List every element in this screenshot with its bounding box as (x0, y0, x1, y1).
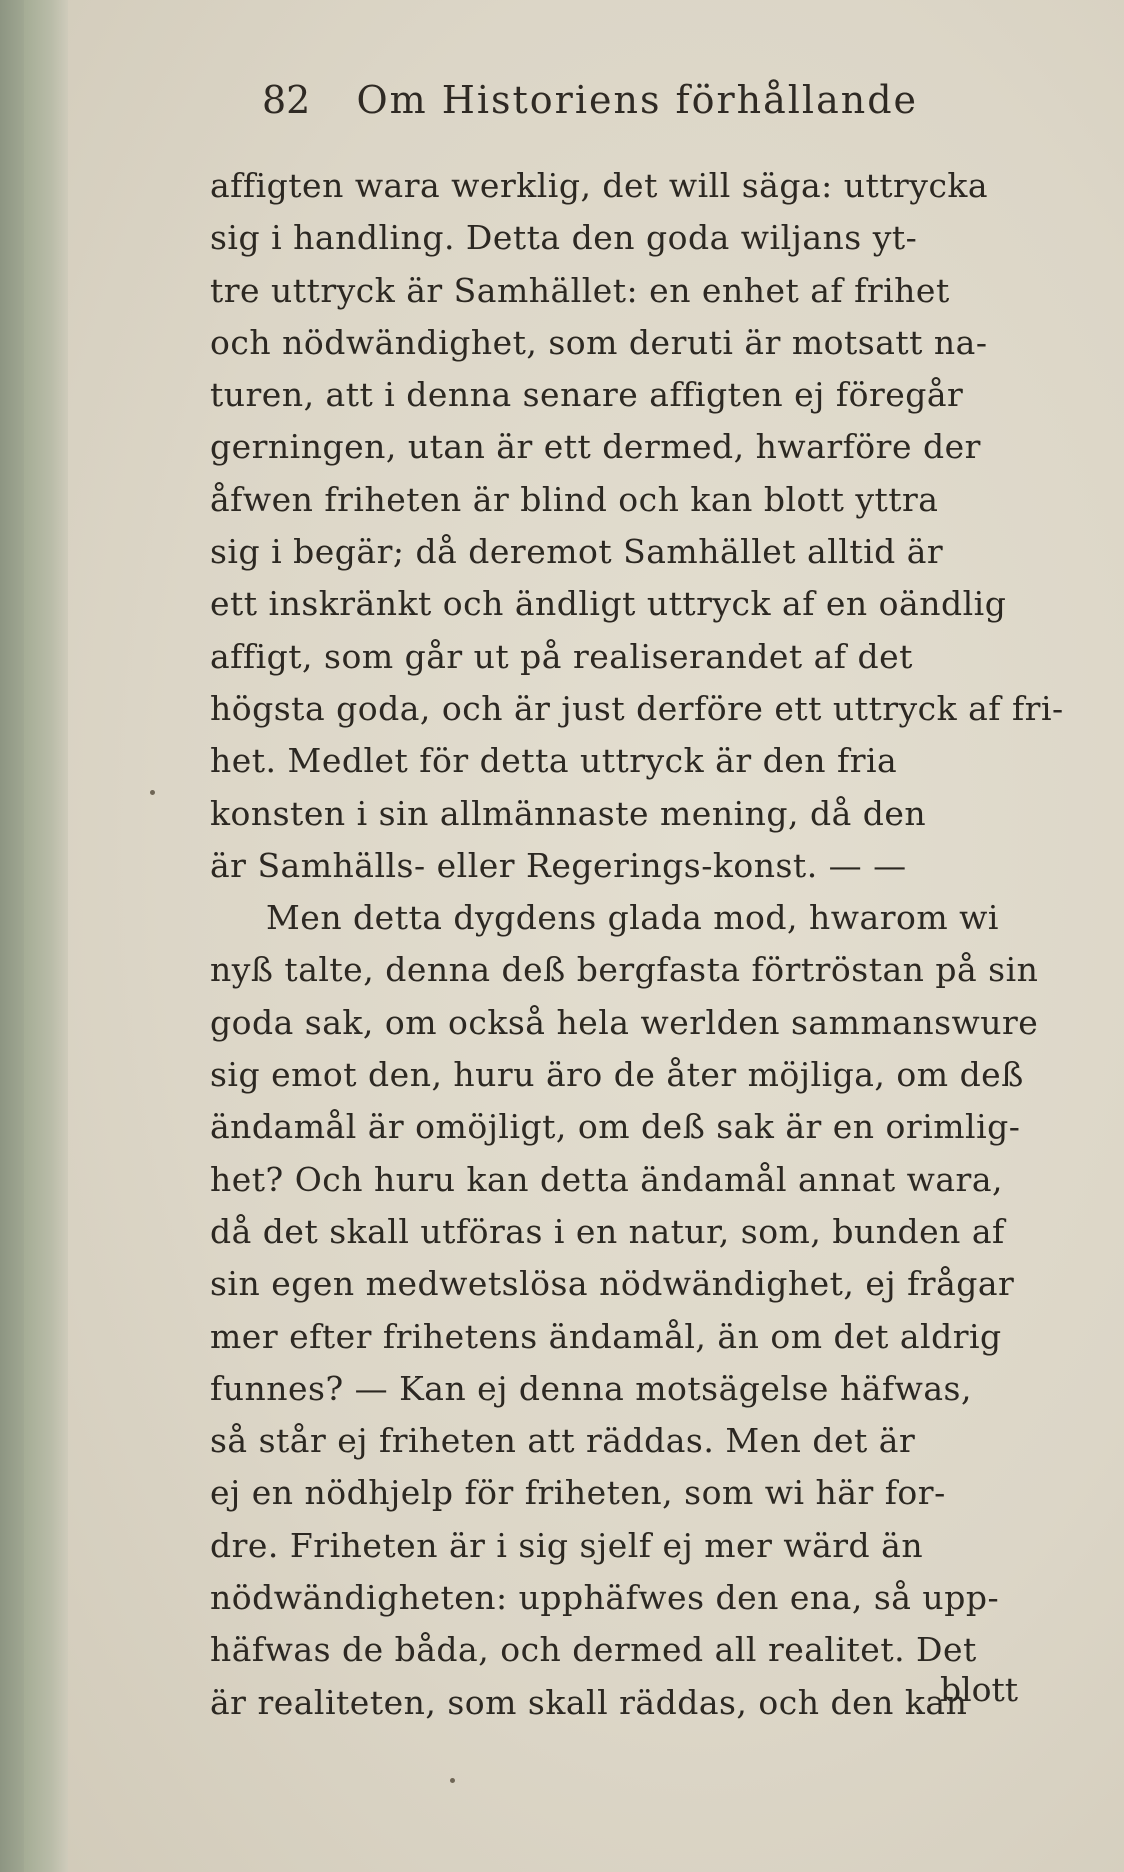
page-header (262, 78, 1022, 138)
page-number: 82 (262, 78, 311, 122)
text-line: ändamål är omöjligt, om deß sak är en orimlig- (210, 1107, 1021, 1147)
text-line: nödwändigheten: upphäfwes den ena, så upp- (210, 1578, 1000, 1618)
running-head: Om Historiens förhållande (356, 78, 919, 122)
text-line: ej en nödhjelp för friheten, som wi här for- (210, 1473, 946, 1513)
text-line: gerningen, utan är ett dermed, hwarföre der (210, 427, 981, 467)
text-line: ett inskränkt och ändligt uttryck af en oändlig (210, 584, 1007, 624)
text-line: sig emot den, huru äro de åter möjliga, om deß (210, 1055, 1024, 1095)
text-line: mer efter frihetens ändamål, än om det aldrig (210, 1316, 1002, 1356)
paper-speck (450, 1778, 455, 1783)
text-line: dre. Friheten är i sig sjelf ej mer wärd än (210, 1525, 924, 1565)
text-line: konsten i sin allmännaste mening, då den (210, 793, 927, 833)
text-line: är Samhälls- eller Regerings-konst. — — (210, 845, 907, 885)
text-line: het? Och huru kan detta ändamål annat wara, (210, 1159, 1003, 1199)
book-binding (0, 0, 68, 1872)
paper-speck (150, 790, 155, 795)
text-line: nyß talte, denna deß bergfasta förtröstan på sin (210, 950, 1039, 990)
text-line: tre uttryck är Samhället: en enhet af frihet (210, 270, 950, 310)
text-line: häfwas de båda, och dermed all realitet. Det (210, 1630, 977, 1670)
text-line: är realiteten, som skall räddas, och den kan (210, 1682, 968, 1722)
catchword: blott (940, 1670, 1019, 1709)
text-line: het. Medlet för detta uttryck är den fria (210, 741, 898, 781)
text-line: sin egen medwetslösa nödwändighet, ej frågar (210, 1264, 1015, 1304)
binding-edge (0, 0, 24, 1872)
text-line: sig i begär; då deremot Samhället alltid är (210, 532, 944, 572)
text-line: affigten wara werklig, det will säga: uttrycka (210, 166, 989, 205)
paragraph-start-line: Men detta dygdens glada mod, hwarom wi (266, 898, 999, 938)
text-line: goda sak, om också hela werlden sammanswure (210, 1002, 1039, 1042)
text-line: då det skall utföras i en natur, som, bunden af (210, 1211, 1005, 1251)
text-line: sig i handling. Detta den goda wiljans yt- (210, 218, 918, 258)
text-line: affigt, som går ut på realiserandet af det (210, 636, 913, 676)
body-text (210, 160, 1080, 1729)
text-line: och nödwändighet, som deruti är motsatt na- (210, 322, 988, 362)
text-line: åfwen friheten är blind och kan blott yttra (210, 479, 939, 519)
text-line: högsta goda, och är just derföre ett uttryck af fri- (210, 688, 1064, 728)
text-line: så står ej friheten att räddas. Men det är (210, 1421, 916, 1461)
text-line: funnes? — Kan ej denna motsägelse häfwas, (210, 1368, 972, 1408)
text-line: turen, att i denna senare affigten ej föregår (210, 375, 964, 415)
